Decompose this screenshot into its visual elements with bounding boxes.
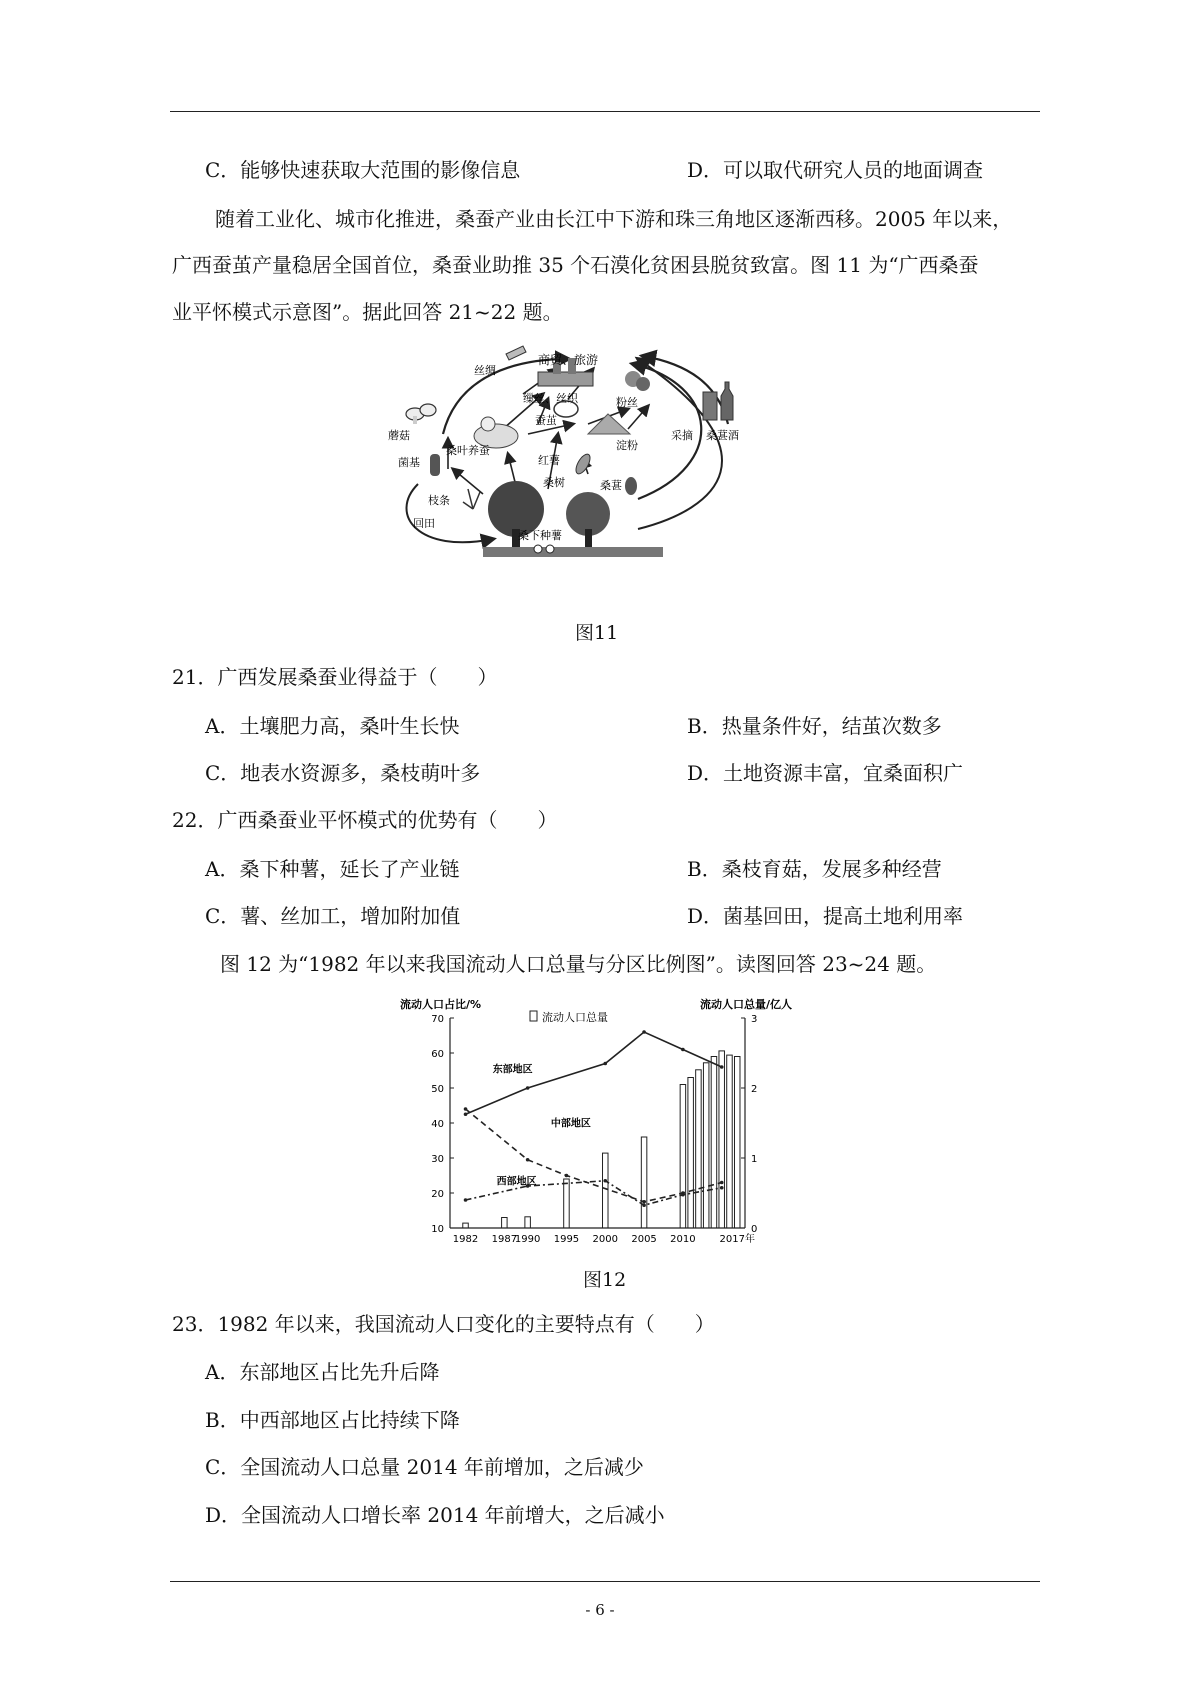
label-starch: 淀粉 [616, 439, 638, 452]
series-point [681, 1193, 685, 1197]
q22-option-d: D．菌基回田，提高土地利用率 [687, 904, 964, 928]
q21-stem: 21．广西发展桑蚕业得益于（ ） [172, 665, 498, 689]
y-tick-label-left: 50 [431, 1084, 444, 1095]
series-label: 东部地区 [492, 1064, 533, 1076]
bar [564, 1179, 570, 1228]
q21-option-d: D．土地资源丰富，宜桑面积广 [687, 761, 964, 785]
series-point [720, 1181, 724, 1185]
q20-option-c: C．能够快速获取大范围的影像信息 [205, 158, 521, 182]
bar [603, 1153, 609, 1228]
x-tick-label: 2017年 [719, 1234, 755, 1245]
intro-21-22-line2: 广西蚕茧产量稳居全国首位，桑蚕业助推 35 个石漠化贫困县脱贫致富。图 11 为“广西桑蚕 [172, 253, 979, 277]
bar [696, 1070, 702, 1228]
x-tick-label: 1990 [514, 1234, 541, 1245]
label-mushroom: 蘑菇 [388, 429, 410, 442]
label-return-field: 回田 [413, 517, 435, 530]
bar [680, 1085, 686, 1229]
silk-icon [506, 346, 526, 360]
q21-option-b: B．热量条件好，结茧次数多 [687, 714, 942, 738]
q23-stem: 23．1982 年以来，我国流动人口变化的主要特点有（ ） [172, 1312, 715, 1336]
branch-icon [463, 489, 480, 509]
y-tick-label-right: 1 [751, 1154, 758, 1165]
label-sweet-potato: 红薯 [538, 454, 560, 467]
figure-12-chart [400, 996, 800, 1258]
y-tick-label-left: 60 [431, 1049, 444, 1060]
figure-11-diagram [388, 344, 828, 609]
bar [463, 1223, 469, 1228]
label-substrate: 菌基 [398, 456, 420, 469]
series-point [642, 1200, 646, 1204]
label-branch: 枝条 [428, 494, 450, 507]
series-point [603, 1179, 607, 1183]
x-tick-label: 2000 [592, 1234, 618, 1245]
label-vermicelli: 粉丝 [616, 396, 638, 409]
q22-option-a: A．桑下种薯，延长了产业链 [205, 857, 460, 881]
factory-icon [538, 372, 593, 386]
series-point [642, 1203, 646, 1207]
starch-icon [588, 414, 630, 434]
label-mulberry-fruit: 桑葚 [600, 479, 622, 492]
y-tick-label-right: 2 [751, 1084, 758, 1095]
series-label: 西部地区 [496, 1176, 537, 1188]
y-tick-label-left: 30 [431, 1154, 444, 1165]
label-silk: 丝绸 [474, 364, 496, 377]
q20-option-d: D．可以取代研究人员的地面调查 [687, 158, 984, 182]
series-point [526, 1086, 530, 1090]
x-tick-label: 2010 [670, 1234, 696, 1245]
bar [727, 1055, 733, 1228]
q22-option-c: C．薯、丝加工，增加附加值 [205, 904, 461, 928]
mulberry-fruit-icon [625, 477, 637, 495]
intro-21-22-line1: 随着工业化、城市化推进，桑蚕产业由长江中下游和珠三角地区逐渐西移。2005 年以来， [215, 207, 1013, 231]
label-mulberry-tree: 桑树 [543, 476, 565, 489]
label-intercrop: 桑下种薯 [518, 529, 562, 542]
figure-12-caption: 图12 [583, 1269, 627, 1291]
y-tick-label-left: 70 [431, 1014, 444, 1025]
series-point [681, 1048, 685, 1052]
chart-legend-label: 流动人口总量 [542, 1011, 608, 1024]
label-raise: 桑叶养蚕 [446, 444, 490, 457]
x-tick-label: 2005 [631, 1234, 657, 1245]
y-tick-label-left: 10 [431, 1224, 444, 1235]
q21-option-a: A．土壤肥力高，桑叶生长快 [205, 714, 460, 738]
bar [688, 1078, 694, 1229]
y-tick-label-right: 0 [751, 1224, 758, 1235]
y-tick-label-left: 20 [431, 1189, 444, 1200]
series-point [720, 1065, 724, 1069]
series-point [464, 1112, 468, 1116]
page-number: - 6 - [585, 1601, 615, 1619]
series-point [526, 1158, 530, 1162]
bar [734, 1057, 740, 1229]
x-tick-label: 1987 [491, 1234, 518, 1245]
header-rule [170, 111, 1040, 112]
y-tick-label-left: 40 [431, 1119, 444, 1130]
arrow-fruit-trade [638, 359, 722, 529]
figure-12 [400, 996, 800, 1258]
x-tick-label: 1995 [553, 1234, 580, 1245]
bar [502, 1218, 508, 1229]
q22-option-b: B．桑枝育菇，发展多种经营 [687, 857, 942, 881]
chart-ylabel-left: 流动人口占比/% [400, 998, 482, 1011]
chart-ylabel-right: 流动人口总量/亿人 [700, 998, 793, 1011]
substrate-icon [430, 454, 440, 476]
series-point [464, 1198, 468, 1202]
figure-11-caption: 图11 [575, 622, 619, 644]
y-tick-label-right: 3 [751, 1014, 758, 1025]
series-point [720, 1186, 724, 1190]
intro-23-24: 图 12 为“1982 年以来我国流动人口总量与分区比例图”。读图回答 23~24 题。 [220, 952, 937, 976]
label-reeling: 缫丝、丝织 [523, 392, 578, 405]
series-point [565, 1174, 569, 1178]
label-wine: 桑葚酒 [706, 429, 739, 442]
series-point [642, 1030, 646, 1034]
footer-rule [170, 1581, 1040, 1582]
q22-stem: 22．广西桑蚕业平怀模式的优势有（ ） [172, 808, 558, 832]
wine-bottle-icon [721, 382, 733, 420]
q23-option-c: C．全国流动人口总量 2014 年前增加，之后减少 [205, 1455, 644, 1479]
figure-11 [388, 344, 828, 609]
series-label: 中部地区 [550, 1118, 591, 1130]
q23-option-a: A．东部地区占比先升后降 [205, 1360, 440, 1384]
series-point [464, 1107, 468, 1111]
bar [641, 1137, 647, 1228]
x-tick-label: 1982 [452, 1234, 479, 1245]
ground [483, 547, 663, 557]
label-cocoon: 蚕茧 [535, 414, 557, 427]
series-point [603, 1062, 607, 1066]
label-pick: 采摘 [671, 429, 693, 442]
sweet-potato-icon [573, 452, 593, 476]
bar [525, 1217, 531, 1228]
legend-swatch [530, 1011, 537, 1021]
bar [719, 1051, 725, 1228]
intro-21-22-line3: 业平怀模式示意图”。据此回答 21~22 题。 [172, 300, 563, 324]
can-icon [703, 392, 717, 420]
q23-option-b: B．中西部地区占比持续下降 [205, 1408, 460, 1432]
q23-option-d: D．全国流动人口增长率 2014 年前增大，之后减小 [205, 1503, 665, 1527]
label-trade: 商贸、旅游 [538, 353, 599, 367]
bar [711, 1057, 717, 1229]
bar [703, 1063, 709, 1228]
q21-option-c: C．地表水资源多，桑枝萌叶多 [205, 761, 481, 785]
